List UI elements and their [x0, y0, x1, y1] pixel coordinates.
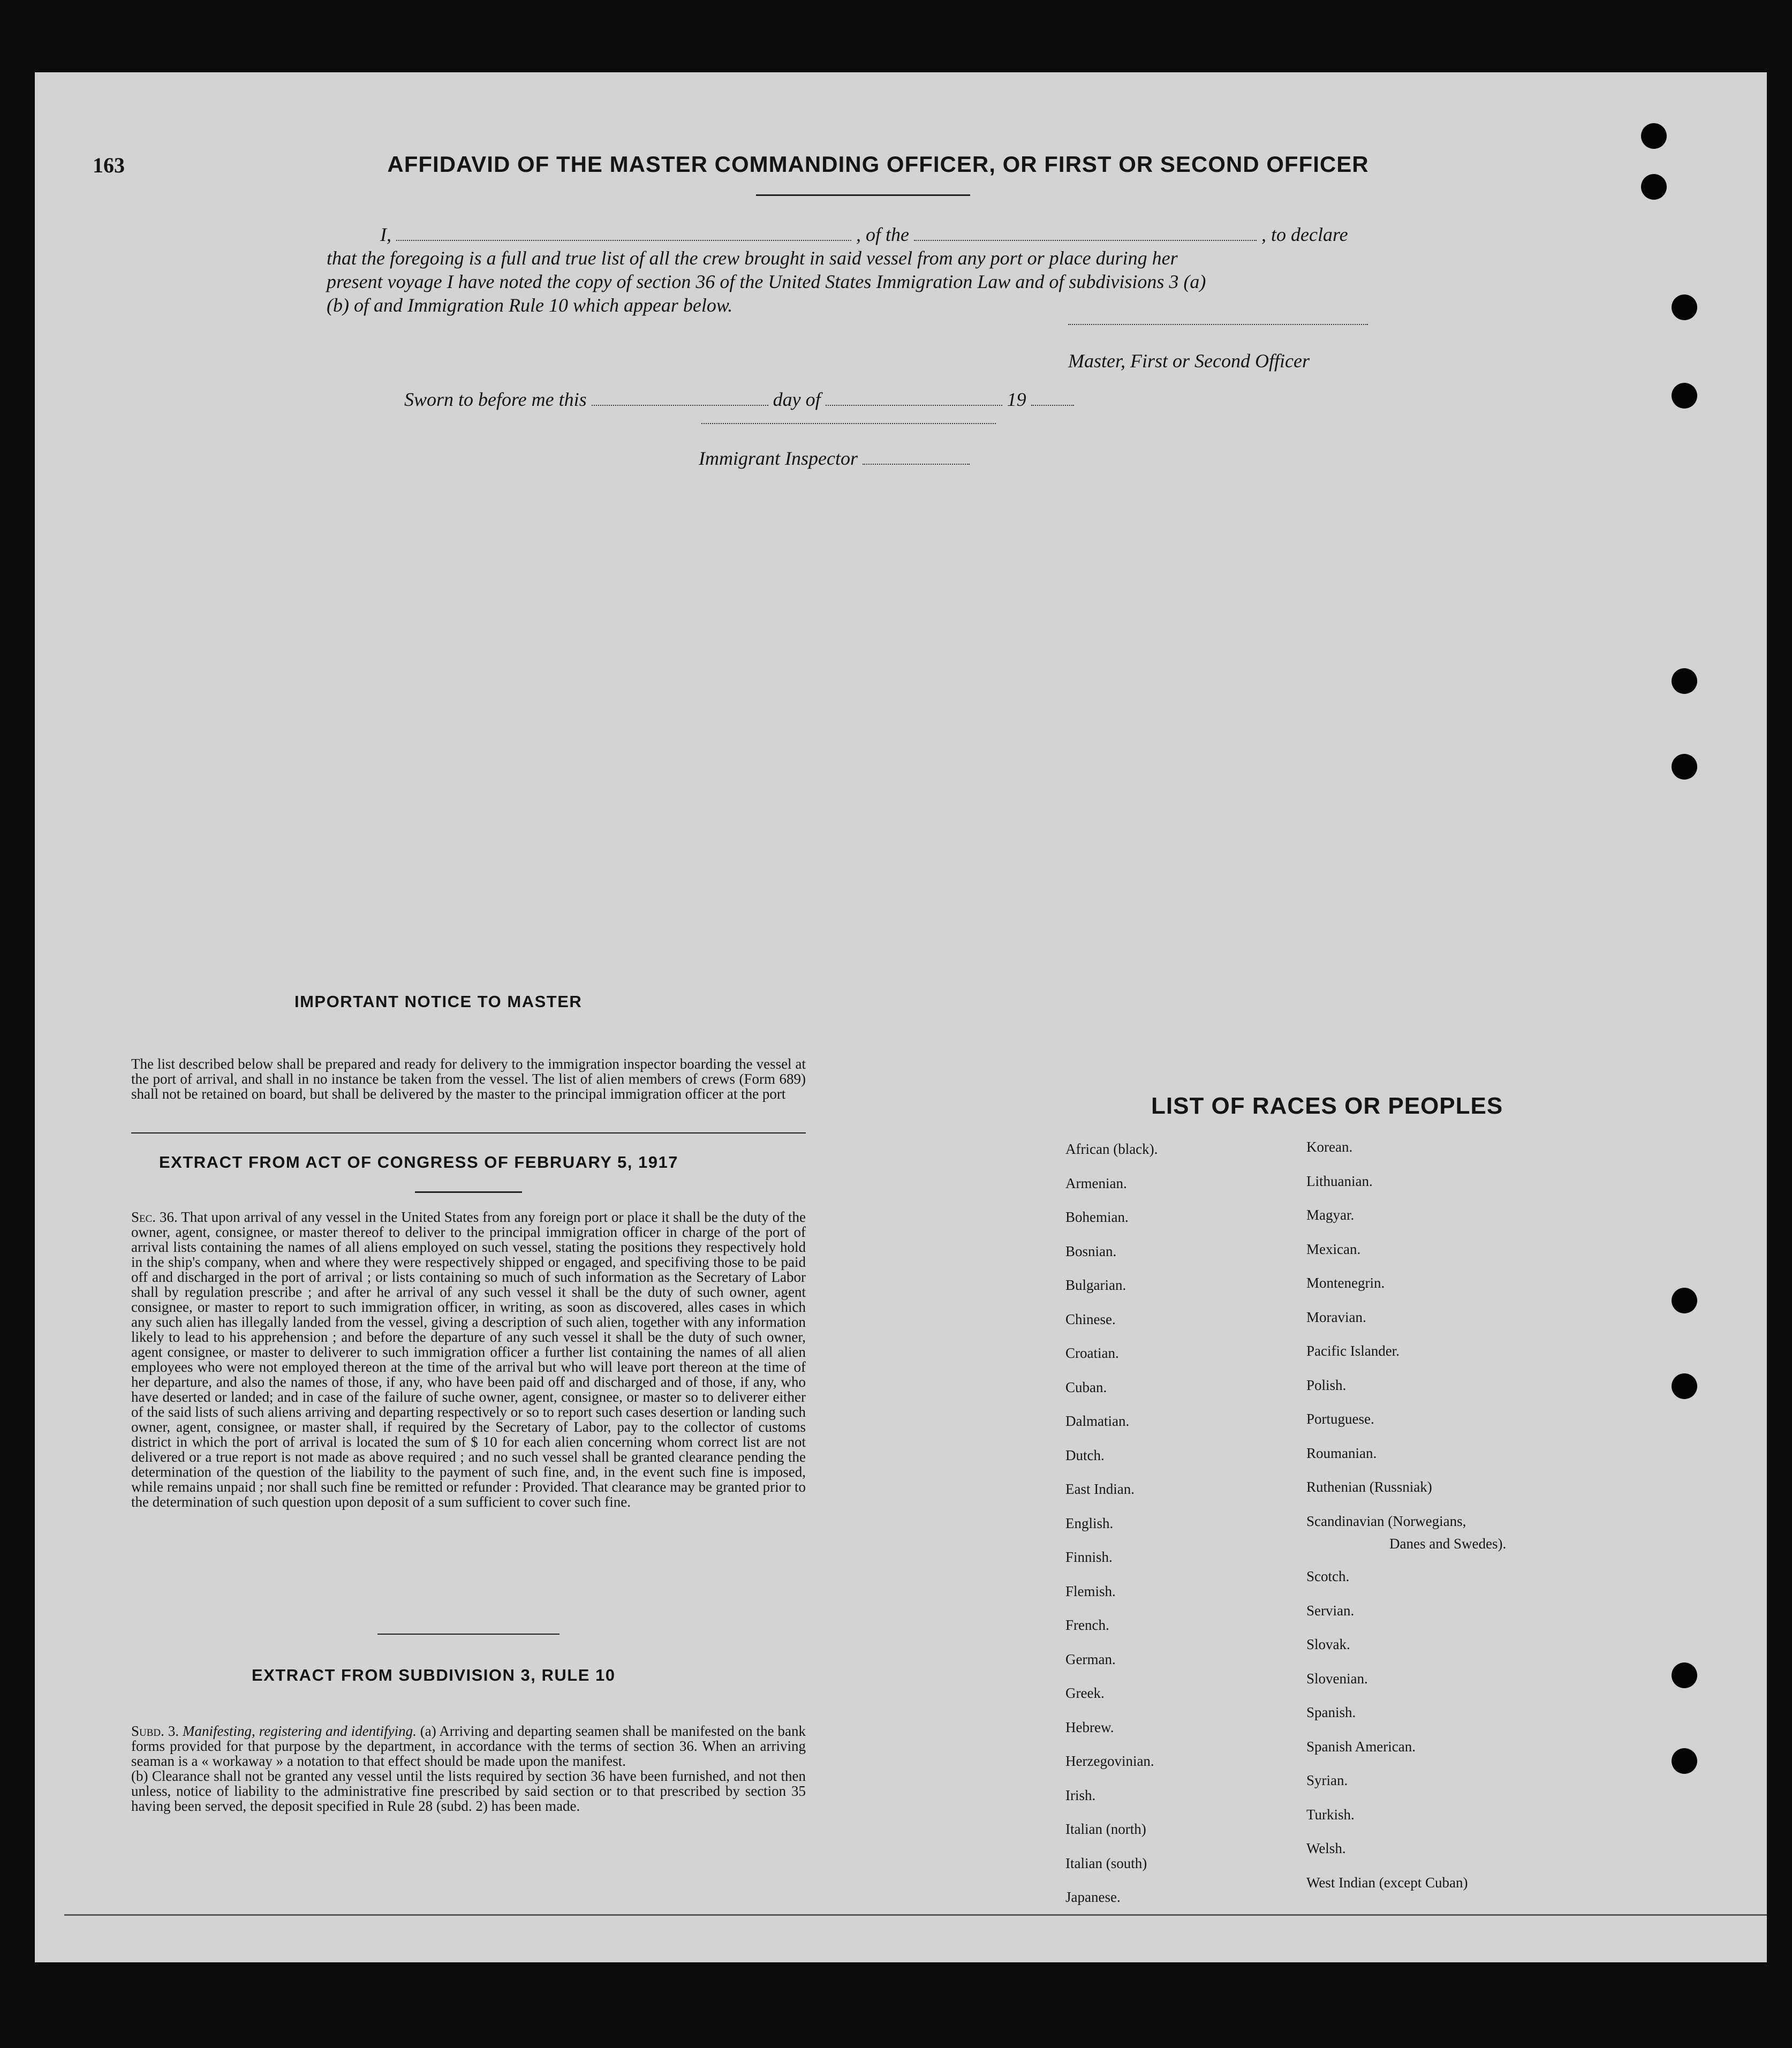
signature-line — [1068, 324, 1368, 325]
race-item: Montenegrin. — [1306, 1275, 1385, 1291]
race-item: Croatian. — [1065, 1345, 1119, 1361]
act-end-rule — [377, 1634, 559, 1635]
sworn-date-line — [592, 405, 768, 406]
affidavit-declare-label: , to declare — [1261, 224, 1348, 245]
binder-hole — [1672, 294, 1697, 320]
race-item: Italian (south) — [1065, 1855, 1147, 1871]
notice-heading: IMPORTANT NOTICE TO MASTER — [294, 992, 583, 1011]
binder-hole — [1672, 1748, 1697, 1774]
act-section-label: Sec. 36. — [131, 1209, 178, 1225]
race-item: Syrian. — [1306, 1772, 1348, 1788]
affidavit-i-label: I, — [380, 224, 391, 245]
race-item: Moravian. — [1306, 1309, 1366, 1325]
notice-rule — [131, 1132, 806, 1133]
affidavit-line-2: that the foregoing is a full and true list of all the crew brought in said vessel from any port or place during her — [327, 247, 1178, 269]
sworn-year-line — [1031, 405, 1074, 406]
race-item: Irish. — [1065, 1787, 1096, 1803]
inspector-line — [699, 447, 970, 470]
rule-para-a-text: (a) Arriving and departing seamen shall be manifested on the bank forms provided for that purpose by the department, in accordance with the terms of section 36. When an arriving seaman is a « workaway » a notation to that effect should be made upon the manifest. — [131, 1723, 806, 1769]
race-item: Slovenian. — [1306, 1670, 1368, 1687]
binder-hole — [1641, 123, 1667, 149]
binder-hole — [1641, 174, 1667, 200]
race-item: Pacific Islander. — [1306, 1343, 1400, 1359]
race-item: Bosnian. — [1065, 1243, 1117, 1259]
binder-hole — [1672, 1662, 1697, 1688]
races-heading: LIST OF RACES OR PEOPLES — [1151, 1093, 1503, 1119]
title-underline — [756, 194, 970, 196]
binder-hole — [1672, 383, 1697, 409]
race-item: West Indian (except Cuban) — [1306, 1874, 1468, 1891]
sworn-year-label: 19 — [1007, 389, 1026, 410]
rule-subd-title: Manifesting, registering and identifying. — [183, 1723, 417, 1739]
affidavit-line-3: present voyage I have noted the copy of section 36 of the United States Immigration Law and of subdivisions 3 (a) — [327, 271, 1206, 292]
race-item: East Indian. — [1065, 1481, 1135, 1497]
page-title: AFFIDAVID OF THE MASTER COMMANDING OFFICER, OR FIRST OR SECOND OFFICER — [387, 152, 1369, 177]
race-item: Dalmatian. — [1065, 1413, 1130, 1429]
name-field-line — [396, 240, 851, 241]
race-item: English. — [1065, 1515, 1114, 1531]
binder-hole — [1672, 754, 1697, 780]
race-item: Slovak. — [1306, 1636, 1350, 1652]
signature-label: Master, First or Second Officer — [1068, 350, 1310, 372]
rule-body — [131, 1724, 806, 1813]
race-item: Magyar. — [1306, 1207, 1355, 1223]
inspector-label: Immigrant Inspector — [699, 448, 858, 469]
binder-hole — [1672, 668, 1697, 694]
race-item: Greek. — [1065, 1685, 1105, 1701]
page-number-mark: 163 — [93, 153, 125, 177]
race-item: German. — [1065, 1651, 1116, 1667]
bottom-rule — [64, 1914, 1767, 1916]
act-heading: EXTRACT FROM ACT OF CONGRESS OF FEBRUARY 5, 1917 — [159, 1153, 678, 1172]
race-item: Cuban. — [1065, 1379, 1107, 1395]
race-item: Korean. — [1306, 1139, 1353, 1155]
race-item: Turkish. — [1306, 1806, 1355, 1823]
vessel-field-line — [914, 240, 1257, 241]
race-item: Mexican. — [1306, 1241, 1361, 1257]
race-item: Scandinavian (Norwegians, — [1306, 1513, 1466, 1529]
race-item: Finnish. — [1065, 1549, 1113, 1565]
rule-para-b: (b) Clearance shall not be granted any vessel until the lists required by section 36 have been furnished, and not then unless, notice of liability to the administrative fine prescribed by said section or to that prescribed by section 35 having been served, the deposit specified in Rule 28 (subd. 2) has been made. — [131, 1768, 806, 1814]
act-body — [131, 1210, 806, 1509]
binder-hole — [1672, 1288, 1697, 1313]
sworn-line — [404, 388, 1074, 411]
race-item: Chinese. — [1065, 1311, 1116, 1327]
affidavit-line-4: (b) of and Immigration Rule 10 which appear below. — [327, 294, 733, 316]
inspector-field-line — [863, 464, 970, 465]
race-item: Bohemian. — [1065, 1209, 1129, 1225]
race-item: Portuguese. — [1306, 1411, 1374, 1427]
race-item: Flemish. — [1065, 1583, 1116, 1599]
notice-body: The list described below shall be prepared and ready for delivery to the immigration inspector boarding the vessel at the port of arrival, and shall in no instance be taken from the vessel. The list of alien members of crews (Form 689) shall not be retained on board, but shall be delivered by the master to the principal immigration officer at the port — [131, 1056, 806, 1102]
act-section-text: That upon arrival of any vessel in the United States from any foreign port or place it shall be the duty of the owner, agent, consignee, or master thereof to deliver to the principal immigration officer in charge of the port of arrival lists containing the names of all aliens employed on such vessel, stating the positions they respectively hold in the ship's company, when and where they were respectively shipped or engaged, and specifiving those to be paid off and discharged in the port of arrival ; or lists containing so much of such information as the Secretary of Labor shall by regulation prescribe ; and after he arrival of any such vessel it shall be the duty of such owner, agent consignee, or master to report to such immigration officer, in writing, as soon as discovered, alles cases in which any such alien has illegally landed from the vessel, giving a description of such alien, together with any information likely to lead to his apprehension ; and before the departure of any such vessel it shall be the duty of such owner, agent consignee, or master to deliverer to such immigration officer a further list containing the names of all alien employees who were not employed thereon at the time of the arrival but who will leave port thereon at the time of her departure, and also the names of those, if any, who have been paid off and discharged and of those, if any, who have deserted or landed; and in case of the failure of suche owner, agent, consignee, or master so to deliverer either of the said lists of such aliens arriving and departing respectively or so to report such cases desertion or landing such owner, agent, consignee, or master shall, if required by the Secretary of Labor, pay to the collector of customs district in which the port of arrival is located the sum of $ 10 for each alien concerning whom correct list are not delivered or a true report is not made as above required ; and no such vessel shall be granted clearance pending the determination of the question of the liability to the payment of such fine, and, in the event such fine is imposed, while remains unpaid ; nor shall such fine be remitted or refunder : Provided. That clearance may be granted prior to the determination of such question upon deposit of a sum sufficient to cover such fine. — [131, 1209, 806, 1510]
affidavit-line-1 — [380, 223, 1348, 246]
rule-heading: EXTRACT FROM SUBDIVISION 3, RULE 10 — [252, 1666, 616, 1684]
binder-hole — [1672, 1373, 1697, 1399]
race-item: French. — [1065, 1617, 1109, 1633]
race-item: Spanish American. — [1306, 1738, 1416, 1755]
race-item: Dutch. — [1065, 1447, 1105, 1463]
document-page — [35, 72, 1767, 1962]
race-item: Spanish. — [1306, 1704, 1356, 1720]
race-item: Welsh. — [1306, 1840, 1346, 1856]
race-item: Herzegovinian. — [1065, 1753, 1154, 1769]
race-item: African (black). — [1065, 1141, 1158, 1157]
race-item: Servian. — [1306, 1602, 1355, 1619]
race-item: Bulgarian. — [1065, 1277, 1126, 1293]
race-item: Roumanian. — [1306, 1445, 1377, 1461]
race-item: Scotch. — [1306, 1568, 1350, 1584]
race-item: Lithuanian. — [1306, 1173, 1373, 1189]
race-item: Italian (north) — [1065, 1821, 1146, 1837]
race-item: Hebrew. — [1065, 1719, 1114, 1735]
inspector-signature-line — [701, 423, 996, 424]
race-item-continuation: Danes and Swedes). — [1389, 1536, 1507, 1552]
race-item: Japanese. — [1065, 1889, 1121, 1905]
sworn-label: Sworn to before me this — [404, 389, 587, 410]
sworn-month-line — [826, 405, 1002, 406]
race-item: Armenian. — [1065, 1175, 1127, 1191]
race-item: Polish. — [1306, 1377, 1347, 1393]
affidavit-of-label: , of the — [856, 224, 909, 245]
race-item: Ruthenian (Russniak) — [1306, 1479, 1432, 1495]
act-underline — [415, 1191, 522, 1193]
rule-subd-label: Subd. 3. — [131, 1723, 179, 1739]
sworn-day-label: day of — [773, 389, 821, 410]
rule-para-a — [131, 1724, 806, 1769]
